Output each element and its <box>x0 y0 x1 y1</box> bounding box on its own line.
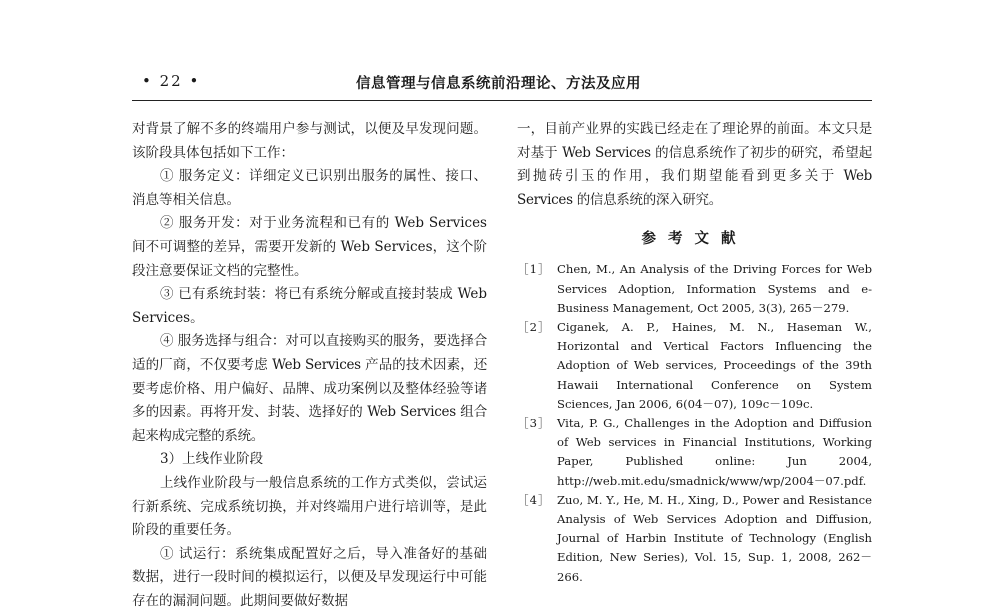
reference-label: ［4］ <box>517 492 551 507</box>
references-heading: 参考文献 <box>641 230 748 248</box>
reference-label: ［1］ <box>517 262 551 277</box>
paragraph: 一，目前产业界的实践已经走在了理论界的前面。本文只是对基于 Web Services 的信息系统作了初步的研究，希望起到抛砖引玉的作用，我们期望能看到更多关于 Web Services 的信息系统的深入研究。 <box>517 121 872 208</box>
service-selection-item: ④ 服务选择与组合：对可以直接购买的服务，要选择合适的厂商，不仅要考虑 Web Services 产品的技术因素，还要考虑价格、用户偏好、品牌、成功案例以及整体经验等诸多的因素。再将开发、封装、选择好的 Web Services 组合起来构成完整的系统。 <box>132 333 487 444</box>
service-definition-item: ① 服务定义：详细定义已识别出服务的属性、接口、消息等相关信息。 <box>132 168 487 208</box>
paragraph: 上线作业阶段与一般信息系统的工作方式类似，尝试运行新系统、完成系统切换，并对终端用户进行培训等，是此阶段的重要任务。 <box>132 474 487 539</box>
left-column <box>132 118 487 613</box>
header-rule <box>132 100 872 101</box>
page-header <box>132 68 872 104</box>
reference-item <box>517 318 872 414</box>
reference-list <box>517 260 872 586</box>
reference-item <box>517 414 872 491</box>
reference-text: Vita, P. G., Challenges in the Adoption and Diffusion of Web services in Financial Institutions, Working Paper, Published online: Jun 2004, http://web.mit.edu/smadnick/www/wp/2004－07.pdf. <box>557 416 872 488</box>
page-number: • 22 • <box>142 72 201 90</box>
system-wrapping-item: ③ 已有系统封装：将已有系统分解或直接封装成 Web Services。 <box>132 286 487 326</box>
reference-item <box>517 260 872 318</box>
reference-label: ［3］ <box>517 416 551 430</box>
reference-label: ［2］ <box>517 319 551 334</box>
reference-text: Chen, M., An Analysis of the Driving Forces for Web Services Adoption, Information Systems and e-Business Management, Oct 2005, 3(3), 265－279. <box>557 262 872 315</box>
running-title: 信息管理与信息系统前沿理论、方法及应用 <box>356 75 641 92</box>
right-column <box>517 118 872 587</box>
service-development-item: ② 服务开发：对于业务流程和已有的 Web Services 间不可调整的差异，需要开发新的 Web Services，这个阶段注意要保证文档的完整性。 <box>132 215 487 279</box>
paragraph: 对背景了解不多的终端用户参与测试，以便及早发现问题。该阶段具体包括如下工作： <box>132 121 487 161</box>
reference-text: Ciganek, A. P., Haines, M. N., Haseman W., Horizontal and Vertical Factors Influencing the Adoption of Web services, Proceedings of the 39th Hawaii International Conference on System Sciences, Jan 2006, 6(04－07), 109c－109c. <box>557 319 872 411</box>
reference-text: Zuo, M. Y., He, M. H., Xing, D., Power and Resistance Analysis of Web Services Adoption and Diffusion, Journal of Harbin Institute of Technology (English Edition, New Series), Vol. 15, Sup. 1, 2008, 262－266. <box>557 492 872 584</box>
reference-item <box>517 491 872 587</box>
trial-run-item: ① 试运行：系统集成配置好之后，导入准备好的基础数据，进行一段时间的模拟运行，以便及早发现运行中可能存在的漏洞问题。此期间要做好数据 <box>132 545 487 609</box>
subsection-heading: 3）上线作业阶段 <box>160 451 264 468</box>
